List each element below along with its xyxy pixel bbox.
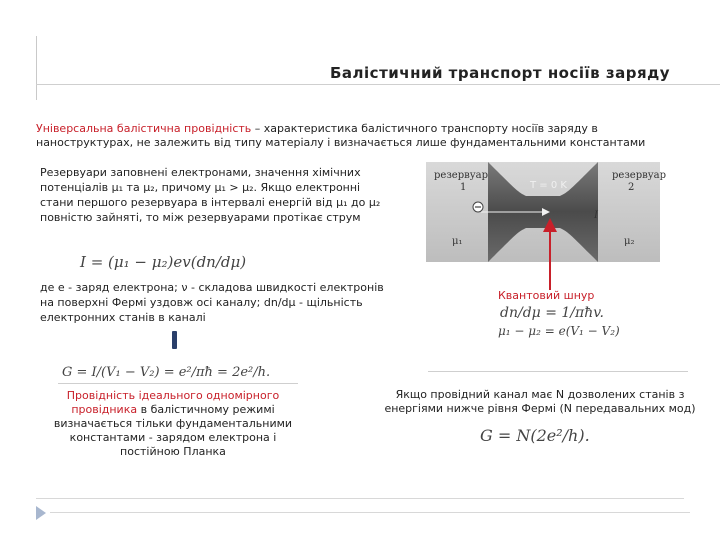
- top-left-bracket-line: [36, 36, 51, 100]
- caption-text: в балістичному режимі визначається тільки фундаментальними константами - зарядом електрона і постійною Планка: [53, 403, 293, 458]
- intro-term: Універсальна балістична провідність: [36, 122, 252, 135]
- left-separator: [58, 383, 298, 384]
- conductance-caption: [48, 389, 298, 459]
- arrow-bar: [172, 331, 177, 349]
- current-formula: I = (μ₁ − μ₂)ev(dn/dμ): [80, 253, 247, 271]
- right-separator: [428, 371, 688, 372]
- intro-text: – характеристика балістичного транспорту носіїв заряду в наноструктурах, не залежить від типу матеріалу і визначається лише фундаментальними константами: [36, 122, 646, 149]
- variables-description: де e - заряд електрона; ν - складова швидкості електронів на поверхні Фермі уздовж осі каналу; dn/dμ - щільність електронних станів в каналі: [40, 281, 384, 324]
- multimode-formula: G = N(2e²/h).: [480, 426, 590, 445]
- right-reservoir-label: резервуар: [612, 170, 666, 181]
- multimode-caption: Якщо провідний канал має N дозволених станів з енергіями нижче рівня Фермі (N передавальних мод): [384, 388, 696, 415]
- density-formula: dn/dμ = 1/πħv.: [500, 305, 604, 321]
- title-underline: [36, 84, 720, 85]
- right-reservoir-number: 2: [628, 182, 635, 193]
- temperature-label: T = 0 K: [530, 180, 567, 191]
- quantum-wire-arrow-icon: [540, 218, 560, 290]
- footer-triangle-icon: [36, 506, 46, 520]
- mu2-label: μ₂: [624, 236, 635, 247]
- potential-formula: μ₁ − μ₂ = e(V₁ − V₂): [498, 324, 620, 338]
- mu1-label: μ₁: [452, 236, 463, 247]
- caption-term: Провідність ідеального одномірного провідника: [66, 389, 280, 416]
- current-label: I: [594, 210, 598, 221]
- footer-line-bottom: [50, 512, 690, 513]
- intro-paragraph: [36, 122, 696, 150]
- left-reservoir-number: 1: [460, 182, 467, 193]
- quantum-wire-label: Квантовий шнур: [498, 289, 595, 302]
- left-reservoir-label: резервуар: [434, 170, 488, 181]
- footer-line-top: [36, 498, 684, 499]
- reservoir-description: Резервуари заповнені електронами, значення хімічних потенціалів μ₁ та μ₂, причому μ₁ > μ₂. Якщо електронні стани першого резервуара в інтервалі енергій від μ₁ до μ₂ повністю зайняті, то між резервуарами протікає струм: [40, 166, 381, 224]
- minus-icon: [473, 202, 483, 212]
- slide-title: Балістичний транспорт носіїв заряду: [330, 64, 670, 82]
- conductance-formula: G = I/(V₁ − V₂) = e²/πħ = 2e²/h.: [62, 365, 271, 380]
